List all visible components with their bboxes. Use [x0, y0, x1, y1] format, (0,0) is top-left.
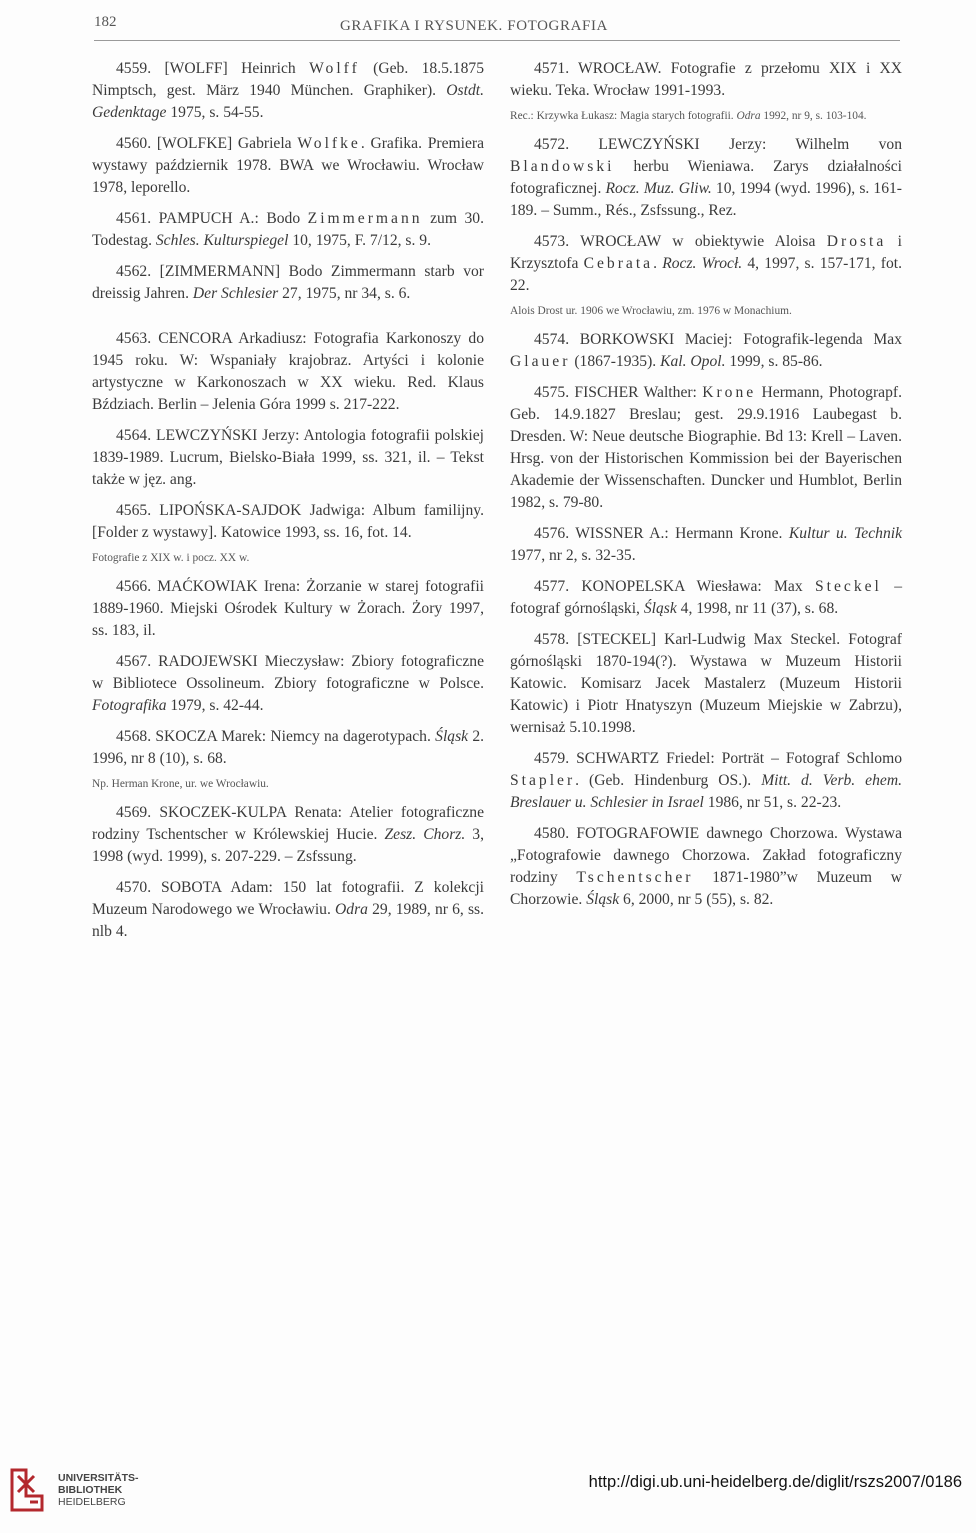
annotation-note	[92, 776, 484, 792]
entry-text: 4575. FISCHER Walther:	[534, 384, 703, 401]
library-name-line-3: HEIDELBERG	[58, 1496, 126, 1508]
entry-text: .	[653, 255, 663, 272]
page-number: 182	[94, 14, 117, 30]
library-name	[58, 1472, 139, 1508]
spaced-name: Krone	[702, 384, 757, 401]
bibliography-entry	[510, 58, 902, 102]
spaced-name: Tschentscher	[576, 869, 694, 886]
bibliography-entry	[92, 425, 484, 491]
italic-title: Śląsk	[643, 600, 677, 617]
italic-title: Kultur u. Technik	[788, 525, 903, 542]
entry-text: 4562. [ZIMMERMANN] Bodo Zimmermann starb vor dreissig Jahren.	[92, 263, 484, 302]
entry-text: 1986, nr 51, s. 22-23.	[703, 794, 842, 811]
bibliography-entry	[92, 726, 484, 770]
spaced-name: Cebrata	[583, 255, 654, 272]
entry-text: zum 30. Todestag.	[92, 210, 484, 249]
entry-text: 4560. [WOLFKE] Gabriela	[116, 135, 298, 152]
bibliography-entry	[92, 877, 484, 943]
entry-text: . Grafika. Premiera wystawy październik 1978. BWA we Wrocławiu. Wrocław 1978, leporello.	[92, 135, 485, 196]
entry-text: 4571. WROCŁAW. Fotografie z przełomu XIX i XX wieku. Teka. Wrocław 1991-1993.	[510, 60, 902, 99]
entry-text: 4, 1998, nr 11 (37), s. 68.	[676, 600, 839, 617]
italic-title: Rocz. Muz. Gliw.	[605, 180, 712, 197]
bibliography-entry	[510, 748, 902, 814]
italic-title: Ostdt. Gedenktage	[92, 82, 484, 121]
italic-title: Schles. Kulturspiegel	[155, 232, 289, 249]
library-name-line-1: UNIVERSITÄTS-	[58, 1472, 139, 1484]
spaced-name: Steckel	[814, 578, 882, 595]
italic-title: Odra	[335, 901, 368, 918]
bibliography-entry	[92, 651, 484, 717]
spaced-name: Stapler	[510, 772, 576, 789]
italic-title: Zesz. Chorz.	[384, 826, 466, 843]
annotation-note	[92, 550, 484, 566]
bibliography-entry	[92, 261, 484, 305]
entry-text: 1992, nr 9, s. 103-104.	[760, 110, 867, 122]
entry-text: 3, 1998 (wyd. 1999), s. 207-229. – Zsfssung.	[92, 826, 484, 865]
entry-text: 2. 1996, nr 8 (10), s. 68.	[92, 728, 485, 767]
entry-text: 4568. SKOCZA Marek: Niemcy na dagerotypach.	[116, 728, 436, 745]
bibliography-entry	[510, 329, 902, 373]
bibliography-entry	[92, 133, 484, 199]
entry-text: 4570. SOBOTA Adam: 150 lat fotografii. Z kolekcji Muzeum Narodowego we Wrocławiu.	[92, 879, 484, 918]
entry-text: herbu Wieniawa. Zarys działalności fotograficznej.	[510, 158, 902, 197]
bibliography-entry	[510, 576, 902, 620]
entry-text: 4567. RADOJEWSKI Mieczysław: Zbiory fotograficzne w Bibliotece Ossolineum. Zbiory fotograficzne w Polsce.	[92, 653, 484, 692]
bibliography-entry	[92, 500, 484, 544]
right-column	[510, 58, 902, 920]
entry-text: 4577. KONOPELSKA Wiesława: Max	[534, 578, 815, 595]
spaced-name: Wolff	[309, 60, 360, 77]
italic-title: Mitt. d. Verb. ehem. Breslauer u. Schlesier in Israel	[510, 772, 902, 811]
entry-text: 1977, nr 2, s. 32-35.	[510, 547, 636, 564]
library-name-line-2: BIBLIOTHEK	[58, 1484, 123, 1496]
entry-text: 27, 1975, nr 34, s. 6.	[278, 285, 411, 302]
spaced-name: Glauer	[510, 353, 571, 370]
bibliography-entry	[92, 328, 484, 416]
bibliography-entry	[510, 231, 902, 297]
bibliography-entry	[92, 58, 484, 124]
entry-text: Hermann, Photograpf. Geb. 14.9.1827 Breslau; gest. 29.9.1916 Laubegast b. Dresden. W: Neue deutsche Biographie. Bd 13: Krell – Laven. Hrsg. von der Historischen Kommission bei der Bayerischen Akademie der Wissenschaften. Duncker und Humblot, Berlin 1982, s. 79-80.	[510, 384, 902, 511]
entry-text: 1871-1980”w Muzeum w Chorzowie.	[510, 869, 902, 908]
entry-text: i Krzysztofa	[510, 233, 902, 272]
entry-text: . (Geb. Hindenburg OS.).	[575, 772, 762, 789]
entry-text: Alois Drost ur. 1906 we Wrocławiu, zm. 1976 w Monachium.	[510, 305, 792, 317]
entry-text: (Geb. 18.5.1875 Nimptsch, gest. März 1940 München. Graphiker).	[92, 60, 484, 99]
italic-title: Der Schlesier	[192, 285, 279, 302]
entry-text: 4578. [STECKEL] Karl-Ludwig Max Steckel. Fotograf górnośląski 1870-194(?). Wystawa w Muzeum Historii Katowic. Komisarz Jacek Mastalerz (Muzeum Historii Katowic) i Piotr Hnatyszyn (Muzeum Miejskie w Zabrzu), wernisaż 5.10.1998.	[510, 631, 902, 736]
entry-text: (1867-1935).	[570, 353, 661, 370]
entry-text: 10, 1975, F. 7/12, s. 9.	[288, 232, 431, 249]
entry-text: 4566. MAĆKOWIAK Irena: Żorzanie w starej fotografii 1889-1960. Miejski Ośrodek Kultury w Żorach. Żory 1997, ss. 183, il.	[92, 578, 484, 639]
annotation-note	[510, 108, 902, 124]
entry-text: 4, 1997, s. 157-171, fot. 22.	[510, 255, 902, 294]
entry-text: Fotografie z XIX w. i pocz. XX w.	[92, 552, 250, 564]
bibliography-entry	[92, 208, 484, 252]
italic-title: Śląsk	[586, 891, 620, 908]
university-library-logo-icon	[8, 1466, 48, 1514]
bibliography-entry	[510, 382, 902, 514]
source-url[interactable]: http://digi.ub.uni-heidelberg.de/diglit/rszs2007/0186	[588, 1473, 962, 1491]
bibliography-entry	[510, 134, 902, 222]
bibliography-entry	[510, 629, 902, 739]
bibliography-entry	[92, 802, 484, 868]
section-gap	[92, 314, 484, 328]
entry-text: 4564. LEWCZYŃSKI Jerzy: Antologia fotografii polskiej 1839-1989. Lucrum, Bielsko-Biała 1999, ss. 321, il. – Tekst także w jęz. ang.	[92, 427, 484, 488]
entry-text: 4576. WISSNER A.: Hermann Krone.	[534, 525, 789, 542]
spaced-name: Wolfke	[297, 135, 361, 152]
left-column	[92, 58, 484, 952]
entry-text: 4569. SKOCZEK-KULPA Renata: Atelier fotograficzne rodziny Tschentscher w Królewskiej Hucie.	[92, 804, 484, 843]
bibliography-entry	[510, 823, 902, 911]
entry-text: 29, 1989, nr 6, ss. nlb 4.	[92, 901, 484, 940]
entry-text: – fotograf górnośląski,	[510, 578, 902, 617]
annotation-note	[510, 303, 902, 319]
bibliography-entry	[92, 576, 484, 642]
spaced-name: Zimmermann	[307, 210, 423, 227]
running-title: GRAFIKA I RYSUNEK. FOTOGRAFIA	[340, 18, 608, 34]
italic-title: Odra	[736, 110, 761, 122]
entry-text: 1999, s. 85-86.	[725, 353, 823, 370]
italic-title: Rocz. Wrocł.	[662, 255, 743, 272]
entry-text: 10, 1994 (wyd. 1996), s. 161-189. – Summ., Rés., Zsfssung., Rez.	[510, 180, 902, 219]
spaced-name: Drosta	[826, 233, 887, 250]
italic-title: Śląsk	[435, 728, 469, 745]
spaced-name: Blandowski	[510, 158, 615, 175]
entry-text: 4559. [WOLFF] Heinrich	[116, 60, 310, 77]
italic-title: Fotografika	[92, 697, 167, 714]
entry-text: Rec.: Krzywka Łukasz: Magia starych fotografii.	[510, 110, 737, 122]
entry-text: 4561. PAMPUCH A.: Bodo	[116, 210, 308, 227]
bibliography-entry	[510, 523, 902, 567]
entry-text: 4563. CENCORA Arkadiusz: Fotografia Karkonoszy do 1945 roku. W: Wspaniały krajobraz. Artyści i kolonie artystyczne w Karkonoszach w XX wieku. Red. Klaus Bździach. Berlin – Jelenia Góra 1999 s. 217-222.	[92, 330, 484, 413]
header-rule	[94, 40, 900, 41]
italic-title: Kal. Opol.	[660, 353, 726, 370]
entry-text: 4574. BORKOWSKI Maciej: Fotografik-legenda Max	[534, 331, 902, 348]
entry-text: 4572. LEWCZYŃSKI Jerzy: Wilhelm von	[534, 136, 902, 153]
entry-text: 4579. SCHWARTZ Friedel: Porträt – Fotograf Schlomo	[534, 750, 902, 767]
entry-text: 6, 2000, nr 5 (55), s. 82.	[619, 891, 774, 908]
entry-text: 4565. LIPOŃSKA-SAJDOK Jadwiga: Album familijny. [Folder z wystawy]. Katowice 1993, ss. 16, fot. 14.	[92, 502, 484, 541]
entry-text: 1979, s. 42-44.	[166, 697, 264, 714]
entry-text: 4573. WROCŁAW w obiektywie Aloisa	[534, 233, 827, 250]
entry-text: Np. Herman Krone, ur. we Wrocławiu.	[92, 778, 269, 790]
entry-text: 1975, s. 54-55.	[166, 104, 264, 121]
entry-text: 4580. FOTOGRAFOWIE dawnego Chorzowa. Wystawa „Fotografowie dawnego Chorzowa. Zakład fotograficzny rodziny	[510, 825, 902, 886]
